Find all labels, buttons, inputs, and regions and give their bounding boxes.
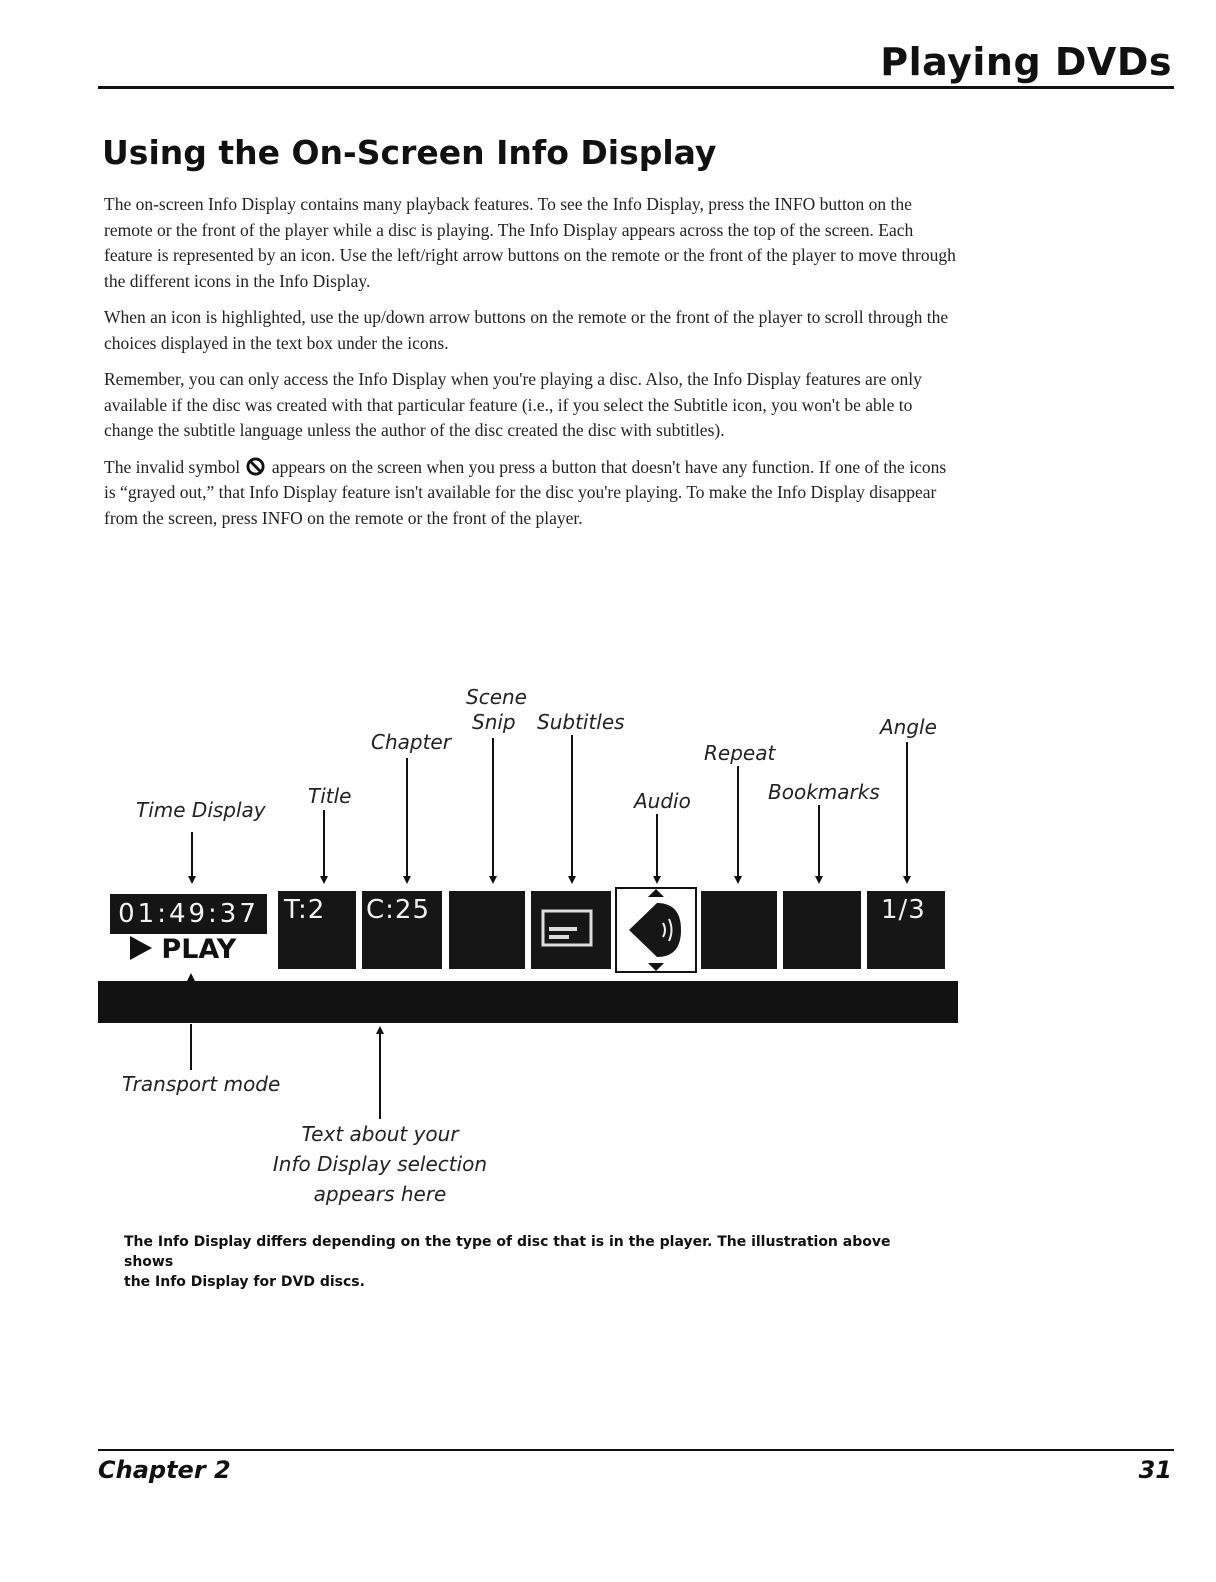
leader-angle — [906, 742, 908, 878]
title-value: T:2 — [284, 895, 326, 925]
leader-subtitles — [571, 735, 573, 878]
subtitles-screen-icon — [531, 891, 611, 969]
angle-icon[interactable] — [867, 891, 945, 969]
leader-text-area — [379, 1033, 381, 1119]
label-subtitles: Subtitles — [537, 710, 625, 734]
arrow-title — [320, 876, 328, 884]
paragraph-remember: Remember, you can only access the Info Display when you're playing a disc. Also, the Info Display features are only available if the disc was created with that particular feature (i.e., if you select the Subtitle icon, you won't be able to change the subtitle language unless the author of the disc created the disc with subtitles). — [104, 369, 922, 440]
arrow-transport-mode — [187, 973, 195, 981]
leader-transport-mode — [190, 1024, 192, 1070]
paragraph-invalid — [104, 455, 956, 532]
leader-time-display — [191, 832, 193, 878]
info-text-bar — [98, 981, 958, 1023]
leader-title — [323, 810, 325, 878]
bookmarks-icon[interactable] — [783, 891, 861, 969]
audio-speaker-icon — [617, 889, 695, 971]
footer-chapter: Chapter 2 — [98, 1456, 231, 1484]
arrow-chapter — [403, 876, 411, 884]
chapter-icon[interactable] — [362, 891, 442, 969]
label-repeat: Repeat — [704, 741, 776, 765]
label-scene: Scene — [466, 685, 527, 709]
page-number: 31 — [1138, 1456, 1172, 1484]
scene-snip-icon[interactable] — [449, 891, 525, 969]
invalid-symbol-icon — [246, 457, 265, 476]
title-icon[interactable] — [278, 891, 356, 969]
figure-caption — [124, 1232, 944, 1292]
caption-line2: the Info Display for DVD discs. — [124, 1274, 365, 1290]
subtitles-icon[interactable] — [531, 891, 611, 969]
invalid-text-after: appears on the screen when you press a button that doesn't have any function. If one of the icons is “grayed out,” that Info Display feature isn't available for the disc you're playing. To make the Info Display disappear from the screen, press INFO on the remote or the front of the player. — [104, 456, 947, 528]
label-title: Title — [308, 784, 352, 808]
section-header: Playing DVDs — [880, 40, 1172, 84]
header-rule — [98, 86, 1174, 89]
leader-repeat — [737, 766, 739, 878]
leader-scene-snip — [492, 738, 494, 878]
label-bookmarks: Bookmarks — [768, 780, 880, 804]
transport-label: PLAY — [161, 934, 237, 965]
time-display: 01:49:37 — [110, 894, 267, 934]
paragraph-intro: The on-screen Info Display contains many playback features. To see the Info Display, press the INFO button on the remote or the front of the player while a disc is playing. The Info Display appears across the top of the screen. Each feature is represented by an icon. Use the left/right arrow buttons on the remote or the front of the player to move through the different icons in the Info Display. — [104, 194, 956, 291]
arrow-subtitles — [568, 876, 576, 884]
arrow-bookmarks — [815, 876, 823, 884]
leader-audio — [656, 814, 658, 878]
audio-icon-highlighted[interactable] — [615, 887, 697, 973]
chapter-value: C:25 — [366, 895, 430, 925]
arrow-repeat — [734, 876, 742, 884]
label-text-line3: appears here — [313, 1182, 447, 1206]
page-title: Using the On-Screen Info Display — [102, 133, 717, 172]
label-text-line1: Text about your — [301, 1122, 459, 1146]
label-time-display: Time Display — [136, 798, 266, 822]
label-text-line2: Info Display selection — [272, 1152, 488, 1176]
label-transport-mode: Transport mode — [122, 1072, 281, 1096]
play-icon — [130, 936, 152, 960]
invalid-text-before: The invalid symbol — [104, 456, 241, 477]
arrow-audio — [653, 876, 661, 884]
paragraph-highlight: When an icon is highlighted, use the up/down arrow buttons on the remote or the front of the player to scroll through the choices displayed in the text box under the icons. — [104, 307, 949, 353]
transport-mode — [130, 934, 236, 965]
leader-chapter — [406, 758, 408, 878]
footer-rule — [98, 1449, 1174, 1451]
label-audio: Audio — [634, 789, 691, 813]
label-angle: Angle — [880, 715, 937, 739]
caption-line1: The Info Display differs depending on the type of disc that is in the player. The illustration above shows — [124, 1234, 891, 1270]
label-snip: Snip — [472, 710, 516, 734]
repeat-icon[interactable] — [701, 891, 777, 969]
leader-bookmarks — [818, 805, 820, 878]
label-chapter: Chapter — [371, 730, 451, 754]
arrow-angle — [903, 876, 911, 884]
arrow-scene-snip — [489, 876, 497, 884]
body-text — [104, 192, 956, 542]
angle-value: 1/3 — [881, 895, 926, 925]
arrow-time-display — [188, 876, 196, 884]
